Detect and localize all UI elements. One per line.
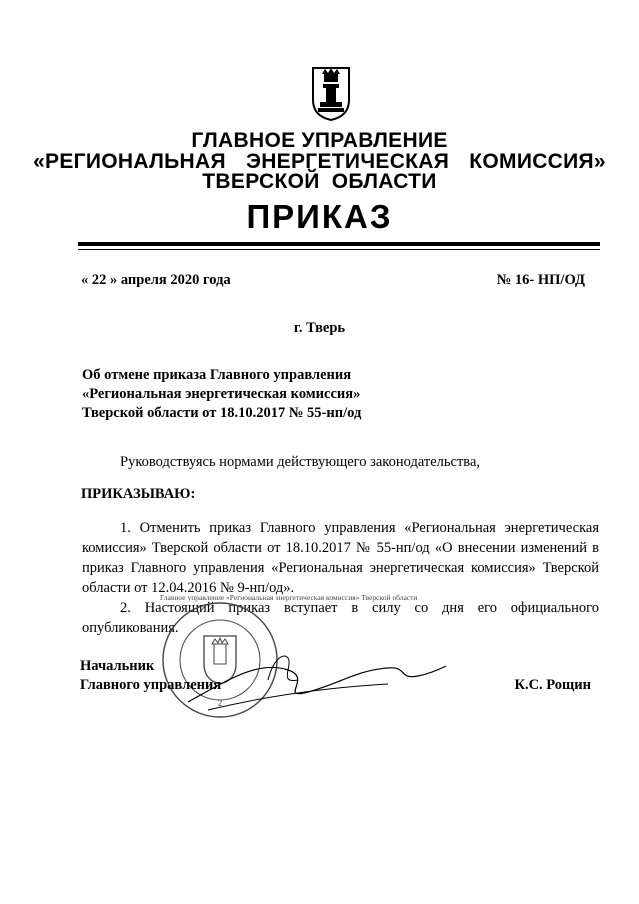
- order-item-1: 1. Отменить приказ Главного управления «Региональная энергетическая комиссия» Тверской области от 18.10.2017 № 55-нп/од «О внесении изменений в приказ Главного управления «Региональная энергетическая комиссия» Тверской области от 12.04.2016 № 9-нп/од».: [82, 520, 599, 596]
- signatory-position-line-2: Главного управления: [80, 677, 222, 693]
- order-word: ПРИКАЗЫВАЮ:: [81, 486, 196, 502]
- lead-paragraph: Руководствуясь нормами действующего законодательства,: [120, 454, 481, 470]
- order-number: № 16- НП/ОД: [496, 272, 585, 288]
- stamp-number: 2: [217, 698, 223, 708]
- signatory-position-line-1: Начальник: [80, 658, 155, 674]
- signatory-position: [80, 657, 221, 695]
- subject-line-2: «Региональная энергетическая комиссия»: [82, 386, 361, 402]
- header-line-2: «РЕГИОНАЛЬНАЯ ЭНЕРГЕТИЧЕСКАЯ КОМИССИЯ»: [33, 150, 606, 173]
- subject-line-3: Тверской области от 18.10.2017 № 55-нп/од: [82, 405, 362, 421]
- order-subject: [82, 366, 361, 423]
- header-divider-thick: [78, 242, 600, 246]
- order-date: « 22 » апреля 2020 года: [81, 272, 231, 288]
- order-city: г. Тверь: [293, 320, 346, 336]
- header-line-1: ГЛАВНОЕ УПРАВЛЕНИЕ: [191, 129, 448, 152]
- coat-of-arms-emblem: [311, 66, 351, 122]
- subject-line-1: Об отмене приказа Главного управления: [82, 367, 352, 383]
- header-divider-thin: [78, 249, 600, 250]
- signatory-name: К.С. Рощин: [514, 677, 591, 693]
- document-title: ПРИКАЗ: [246, 198, 393, 235]
- header-line-3: ТВЕРСКОЙ ОБЛАСТИ: [202, 170, 437, 193]
- stamp-ring-text: Главное управление «Региональная энергетическая комиссия» Тверской области: [160, 593, 418, 602]
- order-item-2: 2. Настоящий приказ вступает в силу со дня его официального опубликования.: [82, 600, 599, 636]
